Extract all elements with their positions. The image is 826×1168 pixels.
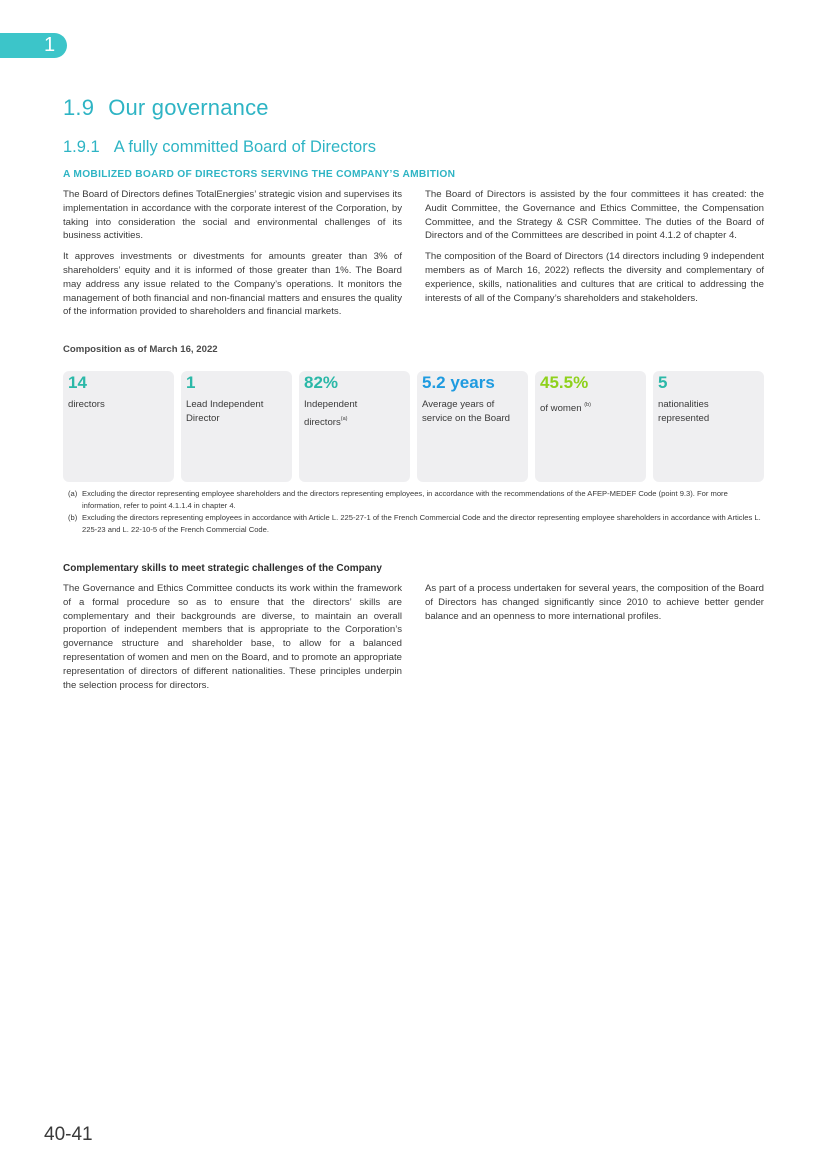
footnote-mark: (b) — [68, 513, 78, 522]
stat-label: of women $^{(b)}$ — [540, 402, 591, 414]
section-number: 1.9 — [63, 95, 95, 120]
paragraph: The Board of Directors defines TotalEnergies’ strategic vision and supervises its implementation in accordance with the corporate interest of the Corporation, by taking into consideration the social and environmental challenges of its business activities. — [63, 189, 402, 242]
paragraph: The Governance and Ethics Committee conducts its work within the framework of a formal procedure so as to ensure that the directors’ skills are complementary and their backgrounds are diverse, to maintain an overall proportion of independent members that is appropriate to the Corporation’s governance structure and shareholder base, to allow for a balanced representation of women and men on the Board, and to promote an appropriate representation of directors of different nationalities. These principles underpin the selection process for directors. — [63, 583, 402, 691]
board-heading: A MOBILIZED BOARD OF DIRECTORS SERVING THE COMPANY’S AMBITION — [63, 169, 456, 180]
paragraph: The composition of the Board of Directors (14 directors including 9 independent members as of March 16, 2022) reflects the diversity and complementary of experience, skills, nationalities and cultures that are critical to addressing the interests of all of the Company’s shareholders and stakeholders. — [425, 251, 764, 304]
right-column — [425, 188, 764, 312]
stat-label: nationalities represented — [658, 399, 710, 424]
composition-title: Composition as of March 16, 2022 — [63, 344, 218, 355]
left-column — [63, 188, 402, 326]
skills-left-column — [63, 582, 402, 699]
paragraph: The Board of Directors is assisted by the four committees it has created: the Audit Committee, the Governance and Ethics Committee, the Compensation Committee, and the Strategy & CSR Committee. The duties of the Board of Directors and of the Committees are described in point 4.1.2 of chapter 4. — [425, 189, 764, 242]
stat-value: 82% — [304, 373, 339, 392]
stat-label: Independent directors$^{(a)}$ — [304, 399, 358, 428]
subsection-title — [63, 138, 376, 157]
skills-right-column — [425, 582, 764, 630]
page-number: 40-41 — [44, 1124, 93, 1145]
footnote — [68, 488, 764, 512]
subsection-title-text: A fully committed Board of Directors — [113, 138, 376, 156]
paragraph: It approves investments or divestments for amounts greater than 3% of shareholders’ equity and it is informed of those greater than 1%. The Board may address any issue related to the Company’s operations. It monitors the management of both financial and non-financial matters and ensures the quality of the information provided to shareholders and financial markets. — [63, 251, 402, 318]
footnote-text: Excluding the directors representing employees in accordance with Article L. 225-27-1 of the French Commercial Code and the director representing employee shareholders in accordance with Articles L. 225-23 and L. 22-10-5 of the French Commercial Code. — [82, 513, 761, 534]
stat-card-tenure — [417, 371, 528, 482]
stat-label: directors — [68, 399, 105, 410]
stat-card-nationalities — [653, 371, 764, 482]
footnote-ref: (b) — [584, 402, 591, 408]
stat-card-independent — [299, 371, 410, 482]
stat-value: 45.5% — [540, 373, 589, 392]
stat-card-directors — [63, 371, 174, 482]
section-title-text: Our governance — [108, 95, 269, 120]
chapter-tab — [0, 33, 67, 58]
subsection-number: 1.9.1 — [63, 138, 100, 156]
skills-heading: Complementary skills to meet strategic challenges of the Company — [63, 563, 382, 574]
chapter-number: 1 — [44, 34, 56, 56]
stat-value: 5.2 years — [422, 373, 495, 392]
stat-value: 5 — [658, 373, 668, 392]
footnote-ref: (a) — [340, 416, 348, 422]
footnote — [68, 512, 764, 536]
paragraph: As part of a process undertaken for several years, the composition of the Board of Directors has changed significantly since 2010 to achieve better gender balance and an openness to more international profiles. — [425, 583, 764, 622]
stat-value: 14 — [68, 373, 87, 392]
stat-value: 1 — [186, 373, 196, 392]
section-title — [63, 95, 269, 121]
stat-label: Average years of service on the Board — [422, 399, 510, 424]
stat-card-lead-director — [181, 371, 292, 482]
composition-stats — [63, 371, 764, 482]
footnote-text: Excluding the director representing employee shareholders and the directors representing employees, in accordance with the recommendations of the AFEP-MEDEF Code (point 9.3). For more information, refer to point 4.1.1.4 in chapter 4. — [82, 489, 728, 510]
stat-card-women — [535, 371, 646, 482]
footnote-mark: (a) — [68, 489, 78, 498]
footnotes — [68, 488, 764, 536]
stat-label: Lead Independent Director — [186, 399, 264, 424]
